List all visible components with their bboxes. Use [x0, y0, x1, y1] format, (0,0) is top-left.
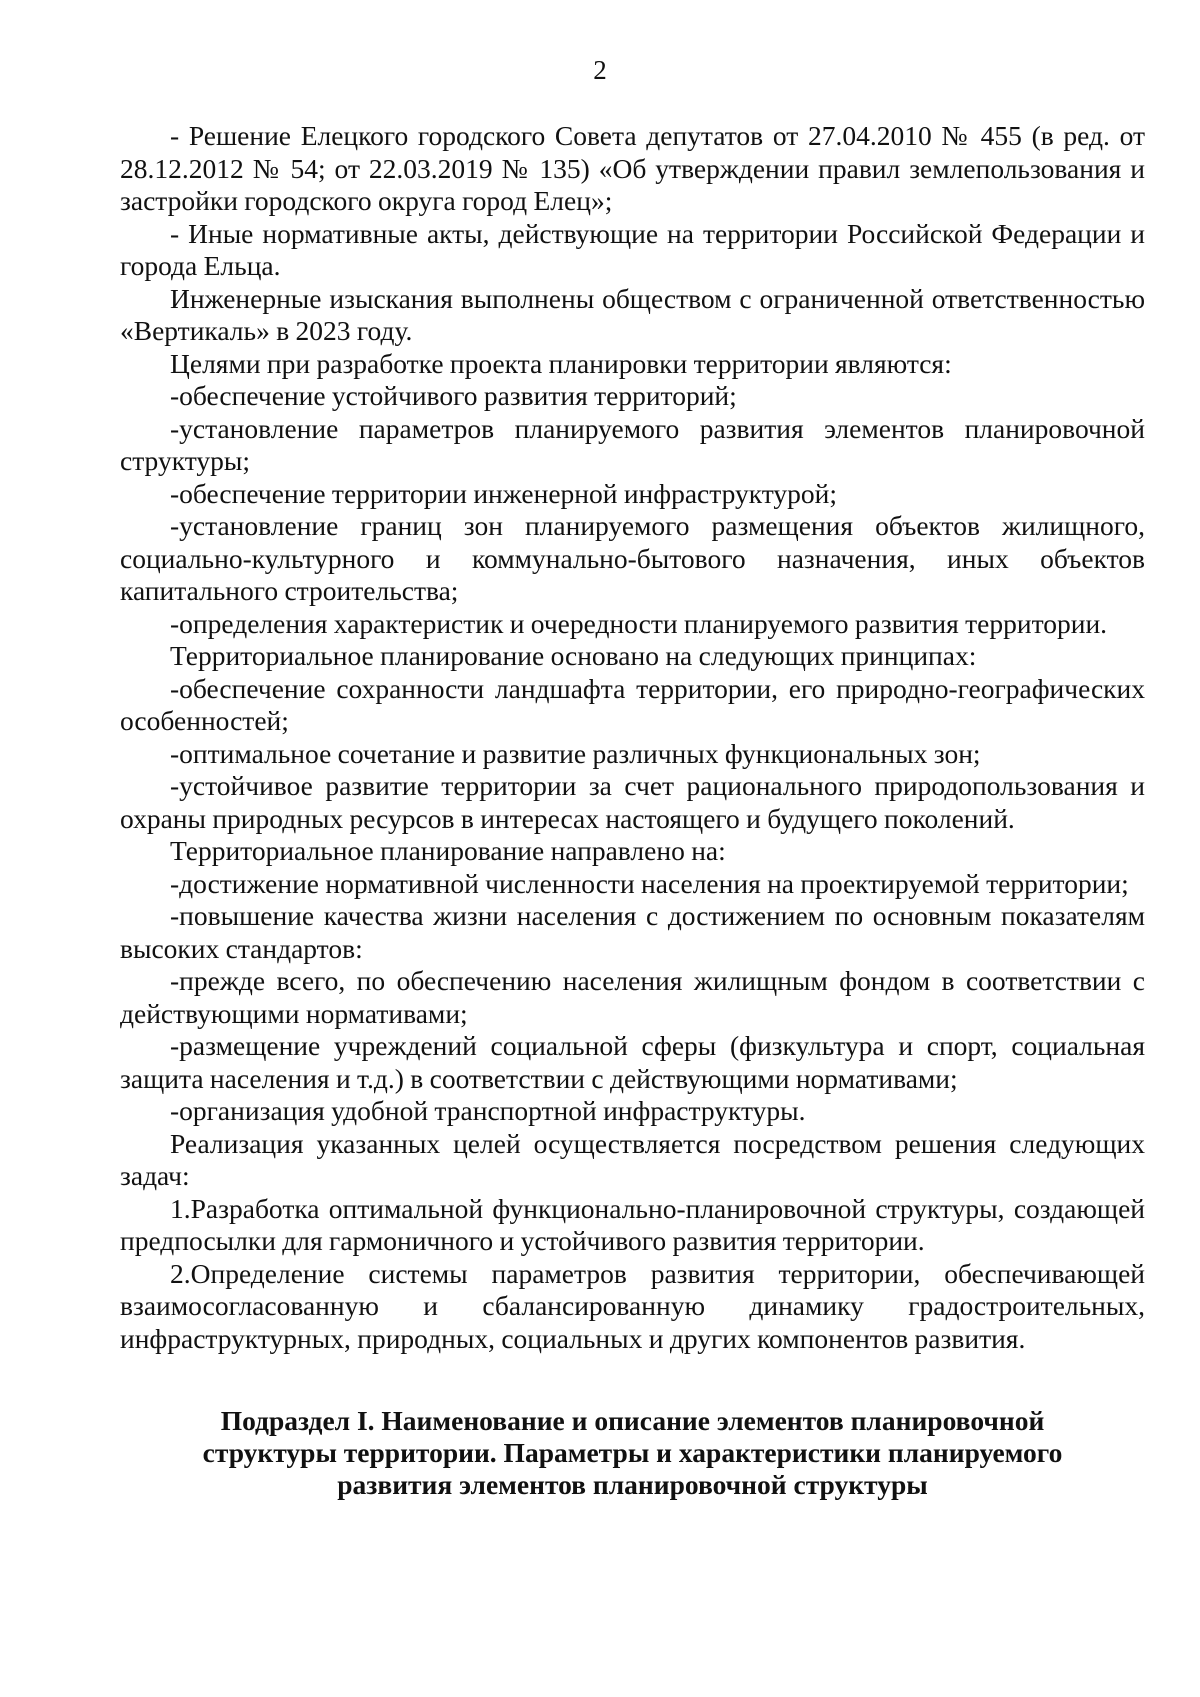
list-item-direction: -повышение качества жизни населения с достижением по основным показателям высоких стандартов:	[120, 900, 1145, 964]
paragraph-surveys: Инженерные изыскания выполнены обществом с ограниченной ответственностью «Вертикаль» в 2023 году.	[120, 282, 1145, 346]
document-body	[120, 120, 1145, 1501]
paragraph-other-acts: - Иные нормативные акты, действующие на территории Российской Федерации и города Ельца.	[120, 217, 1145, 281]
list-item-principle: -устойчивое развитие территории за счет рационального природопользования и охраны природных ресурсов в интересах настоящего и будущего поколений.	[120, 770, 1145, 834]
list-item-goal: -установление параметров планируемого развития элементов планировочной структуры;	[120, 412, 1145, 476]
list-item-direction: -прежде всего, по обеспечению населения жилищным фондом в соответствии с действующими нормативами;	[120, 965, 1145, 1029]
list-item-principle: -обеспечение сохранности ландшафта территории, его природно-географических особенностей;	[120, 672, 1145, 736]
list-item-goal: -обеспечение территории инженерной инфраструктурой;	[170, 477, 837, 509]
list-item-goal: -установление границ зон планируемого размещения объектов жилищного, социально-культурного и коммунально-бытового назначения, иных объектов капитального строительства;	[120, 510, 1145, 606]
list-item-direction: -размещение учреждений социальной сферы (физкультура и спорт, социальная защита населения и т.д.) в соответствии с действующими нормативами;	[120, 1030, 1145, 1094]
list-item-goal: -обеспечение устойчивого развития территорий;	[170, 380, 737, 411]
list-item-principle: -оптимальное сочетание и развитие различных функциональных зон;	[170, 737, 981, 769]
paragraph-directions-intro: Территориальное планирование направлено на:	[170, 835, 726, 866]
list-item-task: 2.Определение системы параметров развития территории, обеспечивающей взаимосогласованную и сбалансированную динамику градостроительных, инфраструктурных, природных, социальных и других компонентов развития.	[120, 1257, 1145, 1354]
paragraph-principles-intro: Территориальное планирование основано на следующих принципах:	[170, 640, 977, 671]
list-item-task: 1.Разработка оптимальной функционально-планировочной структуры, создающей предпосылки для гармоничного и устойчивого развития территории.	[120, 1192, 1145, 1256]
paragraph-decision-reference: - Решение Елецкого городского Совета депутатов от 27.04.2010 № 455 (в ред. от 28.12.2012 № 54; от 22.03.2019 № 135) «Об утверждении правил землепользования и застройки городского округа город Елец»;	[120, 120, 1145, 216]
paragraph-tasks-intro: Реализация указанных целей осуществляется посредством решения следующих задач:	[120, 1127, 1145, 1191]
paragraph-goals-intro: Целями при разработке проекта планировки территории являются:	[170, 347, 952, 379]
list-item-goal: -определения характеристик и очередности планируемого развития территории.	[170, 607, 1108, 639]
list-item-direction: -организация удобной транспортной инфраструктуры.	[170, 1095, 806, 1126]
section-heading: Подраздел I. Наименование и описание элементов планировочной структуры территории. Параметры и характеристики планируемого развития элементов планировочной структуры	[202, 1405, 1063, 1500]
page-number: 2	[593, 55, 607, 85]
list-item-direction: -достижение нормативной численности населения на проектируемой территории;	[170, 867, 1129, 899]
